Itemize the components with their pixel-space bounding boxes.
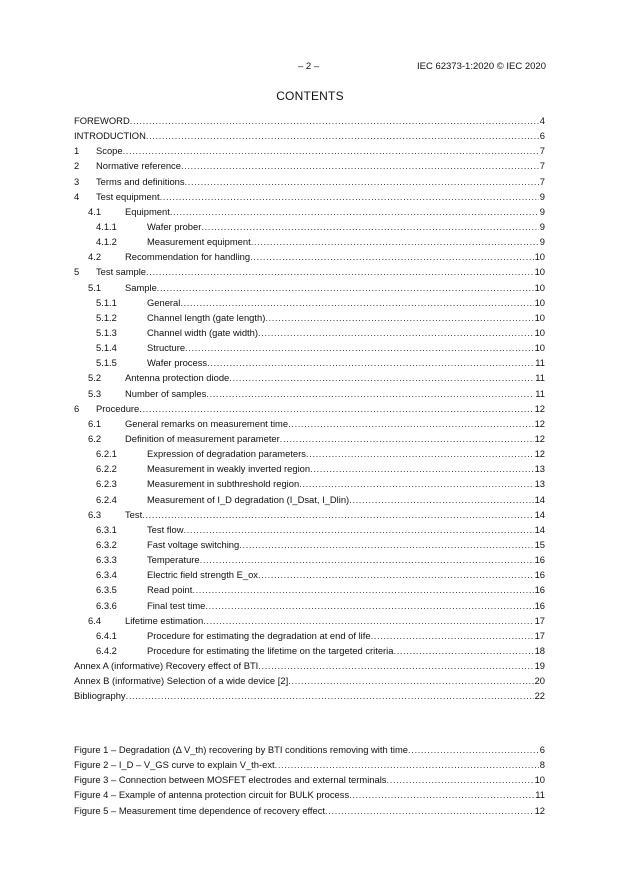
toc-entry-number: 6.2.3 [96,478,117,490]
dot-leader [310,461,533,476]
figure-entry-title: Figure 3 – Connection between MOSFET electrodes and external terminals [74,774,387,786]
toc-entry[interactable] [74,658,545,673]
toc-entry-title: Test flow [147,523,184,535]
toc-entry[interactable] [74,264,545,279]
page-reference: 7 [539,175,545,187]
contents-title: CONTENTS [276,89,344,103]
toc-entry-title: General remarks on measurement time [125,417,289,429]
page-reference: 15 [534,538,545,550]
toc-entry-title: INTRODUCTION [74,130,146,142]
page-reference: 12 [534,417,545,429]
toc-entry[interactable] [74,325,545,340]
toc-entry-number: 5.1.5 [96,357,117,369]
page-reference: 14 [534,493,545,505]
toc-entry-number: 5.1.3 [96,326,117,338]
toc-entry-title: Measurement of I_D degradation (I_Dsat, I_Dlin) [147,493,350,505]
toc-entry-number: 6.2 [88,432,102,444]
dot-leader [258,658,533,673]
toc-entry[interactable] [74,628,545,643]
toc-entry-number: 5.3 [88,387,102,399]
toc-entry-number: 2 [74,160,80,172]
dot-leader [251,234,539,249]
toc-entry-number: 6.4 [88,614,102,626]
page-reference: 11 [535,387,545,399]
dot-leader [306,446,534,461]
dot-leader [206,386,534,401]
toc-entry-number: 4.1.1 [96,220,117,232]
dot-leader [180,295,533,310]
table-of-contents [74,113,545,703]
figure-entry-title: Figure 1 – Degradation (Δ V_th) recovering by BTI conditions removing with time [74,744,409,755]
dot-leader [408,742,539,757]
page-reference: 12 [534,402,545,414]
page-reference: 14 [534,523,545,535]
page-reference: 11 [535,357,545,369]
toc-entry-number: 6.1 [88,417,102,429]
dot-leader [181,158,539,173]
toc-entry[interactable] [74,280,545,295]
dot-leader [299,476,533,491]
toc-entry[interactable] [74,249,545,264]
page-reference: 10 [534,281,545,293]
toc-entry-title: Recommendation for handling [125,251,251,263]
toc-entry[interactable] [74,143,545,158]
toc-entry-title: Procedure for estimating the lifetime on the targeted criteria [147,644,394,656]
toc-entry-title: Number of samples [125,387,207,399]
toc-entry[interactable] [74,507,545,522]
figure-entry-title: Figure 4 – Example of antenna protection circuit for BULK process [74,789,350,801]
toc-entry[interactable] [74,189,545,204]
toc-entry[interactable] [74,128,545,143]
figure-entry[interactable] [74,772,545,787]
toc-entry[interactable] [74,386,545,401]
dot-leader [280,431,534,446]
page-reference: 10 [534,266,545,278]
toc-entry[interactable] [74,355,545,370]
toc-entry-number: 4.2 [88,251,102,263]
toc-entry-title: Procedure [96,402,140,414]
toc-entry-number: 6.2.2 [96,463,117,475]
toc-entry[interactable] [74,370,545,385]
dot-leader [349,787,534,802]
page-reference: 12 [534,432,545,444]
dot-leader [325,803,534,818]
dot-leader [250,249,533,264]
list-of-figures [74,742,545,818]
figure-entry[interactable] [74,803,545,818]
toc-entry-title: Wafer prober [147,220,202,232]
toc-entry-number: 5.1.4 [96,342,117,354]
toc-entry-title: Measurement equipment [147,236,251,248]
page-reference: 10 [534,296,545,308]
toc-entry-number: 6.3 [88,508,102,520]
page-reference: 10 [534,311,545,323]
dot-leader [146,128,539,143]
dot-leader [146,264,534,279]
dot-leader [183,522,533,537]
toc-entry-title: Test sample [96,266,147,278]
figure-entry[interactable] [74,742,545,757]
dot-leader [265,310,533,325]
dot-leader [185,174,539,189]
page-reference: 11 [535,372,545,384]
dot-leader [205,598,533,613]
figure-entry[interactable] [74,787,545,802]
dot-leader [185,340,534,355]
toc-entry-number: 6.3.6 [96,599,117,611]
toc-entry-number: 6.4.2 [96,644,117,656]
toc-entry-title: Test equipment [96,190,160,202]
toc-entry-number: 6.2.1 [96,448,117,460]
page-reference: 6 [539,130,545,142]
page-reference: 9 [539,220,545,232]
toc-entry-title: General [147,296,181,308]
toc-entry-number: 6.3.3 [96,554,117,566]
toc-entry-number: 6 [74,402,80,414]
toc-entry[interactable] [74,310,545,325]
dot-leader [229,370,534,385]
toc-entry-title: Annex A (informative) Recovery effect of BTI [74,660,259,672]
page-reference: 7 [539,160,545,172]
page-reference: 17 [534,629,545,641]
toc-entry[interactable] [74,234,545,249]
toc-entry[interactable] [74,476,545,491]
toc-entry-title: Definition of measurement parameter [125,432,280,444]
page-reference: 17 [534,614,545,626]
toc-entry[interactable] [74,673,545,688]
page-reference: 14 [534,508,545,520]
toc-entry-title: Test [125,508,143,520]
toc-entry-title: Bibliography [74,690,126,702]
toc-entry[interactable] [74,158,545,173]
toc-entry[interactable] [74,416,545,431]
dot-leader [192,582,533,597]
toc-entry-number: 6.3.1 [96,523,117,535]
dot-leader [201,219,538,234]
toc-entry-title: FOREWORD [74,115,130,126]
dot-leader [126,688,534,703]
toc-entry-title: Equipment [125,205,170,217]
dot-leader [123,143,539,158]
toc-entry[interactable] [74,461,545,476]
toc-entry-number: 6.2.4 [96,493,117,505]
dot-leader [288,673,533,688]
toc-entry-number: 1 [74,145,80,157]
page-reference: 22 [534,690,545,702]
toc-entry-number: 3 [74,175,80,187]
toc-entry-number: 6.3.4 [96,569,117,581]
toc-entry[interactable] [74,688,545,703]
dot-leader [157,280,534,295]
dot-leader [207,355,534,370]
dot-leader [288,416,533,431]
toc-entry-title: Scope [96,145,123,157]
page-reference: 10 [534,326,545,338]
toc-entry[interactable] [74,613,545,628]
toc-entry[interactable] [74,522,545,537]
page-reference: 12 [534,804,545,816]
dot-leader [258,567,534,582]
toc-entry[interactable] [74,113,545,128]
toc-entry[interactable] [74,567,545,582]
toc-entry-title: Normative reference [96,160,181,172]
toc-entry[interactable] [74,219,545,234]
toc-entry-title: Measurement in weakly inverted region [147,463,311,475]
page-reference: 18 [534,644,545,656]
toc-entry-title: Annex B (informative) Selection of a wide device [2] [74,675,289,687]
toc-entry[interactable] [74,204,545,219]
dot-leader [371,628,534,643]
page-reference: 10 [534,774,545,786]
toc-entry[interactable] [74,537,545,552]
toc-entry-title: Sample [125,281,157,293]
page-reference: 8 [539,759,545,771]
toc-entry-number: 6.4.1 [96,629,117,641]
page-reference: 4 [539,115,545,126]
figure-entry[interactable] [74,757,545,772]
toc-entry-title: Fast voltage switching [147,538,240,550]
toc-entry[interactable] [74,552,545,567]
page-reference: 16 [534,599,545,611]
standard-reference: IEC 62373-1:2020 © IEC 2020 [416,61,546,72]
page-reference: 9 [539,205,545,217]
toc-entry[interactable] [74,446,545,461]
toc-entry[interactable] [74,598,545,613]
figure-entry-title: Figure 2 – I_D – V_GS curve to explain V_th-ext [74,759,275,771]
toc-entry-title: Final test time [147,599,206,611]
toc-entry-number: 4 [74,190,80,202]
toc-entry-number: 5.1.1 [96,296,117,308]
toc-entry[interactable] [74,295,545,310]
dot-leader [170,204,539,219]
dot-leader [139,401,533,416]
toc-entry[interactable] [74,431,545,446]
toc-entry-title: Temperature [147,554,200,566]
dot-leader [160,189,539,204]
page-reference: 13 [534,478,545,490]
dot-leader [200,552,534,567]
dot-leader [142,507,533,522]
toc-entry-number: 6.3.5 [96,584,117,596]
page-reference: 9 [539,190,545,202]
toc-entry-number: 4.1.2 [96,236,117,248]
toc-entry-number: 5.2 [88,372,102,384]
page-reference: 12 [534,448,545,460]
dot-leader [275,757,539,772]
page-reference: 9 [539,236,545,248]
page-reference: 7 [539,145,545,157]
toc-entry-title: Expression of degradation parameters [147,448,306,460]
page-reference: 13 [534,463,545,475]
page-number-label: – 2 – [298,61,320,72]
toc-entry-title: Channel width (gate width) [147,326,258,338]
toc-entry-number: 4.1 [88,205,102,217]
toc-entry-title: Wafer process [147,357,208,369]
dot-leader [387,772,534,787]
toc-entry-title: Channel length (gate length) [147,311,266,323]
dot-leader [258,325,534,340]
toc-entry-title: Lifetime estimation [125,614,204,626]
dot-leader [239,537,533,552]
toc-entry[interactable] [74,401,545,416]
toc-entry-number: 6.3.2 [96,538,117,550]
page-reference: 11 [535,789,545,801]
dot-leader [349,492,533,507]
toc-entry-title: Structure [147,342,186,354]
toc-entry[interactable] [74,174,545,189]
toc-entry[interactable] [74,582,545,597]
page-reference: 16 [534,569,545,581]
toc-entry-title: Measurement in subthreshold region [147,478,300,490]
page-reference: 10 [534,342,545,354]
toc-entry-title: Electric field strength E_ox [147,569,258,581]
figure-entry-title: Figure 5 – Measurement time dependence of recovery effect [74,804,326,816]
toc-entry-number: 5.1 [88,281,102,293]
page-reference: 19 [534,660,545,672]
toc-entry-title: Procedure for estimating the degradation at end of life [147,629,371,641]
toc-entry-title: Antenna protection diode [125,372,230,384]
toc-entry-title: Read point [147,584,193,596]
dot-leader [130,113,539,128]
toc-entry-number: 5.1.2 [96,311,117,323]
page-reference: 10 [534,251,545,263]
dot-leader [393,643,533,658]
toc-entry-title: Terms and definitions [96,175,185,187]
page-reference: 16 [534,554,545,566]
toc-entry[interactable] [74,340,545,355]
toc-entry[interactable] [74,492,545,507]
dot-leader [203,613,533,628]
page-reference: 16 [534,584,545,596]
toc-entry-number: 5 [74,266,80,278]
page-reference: 20 [534,675,545,687]
page-reference: 6 [539,744,545,755]
toc-entry[interactable] [74,643,545,658]
